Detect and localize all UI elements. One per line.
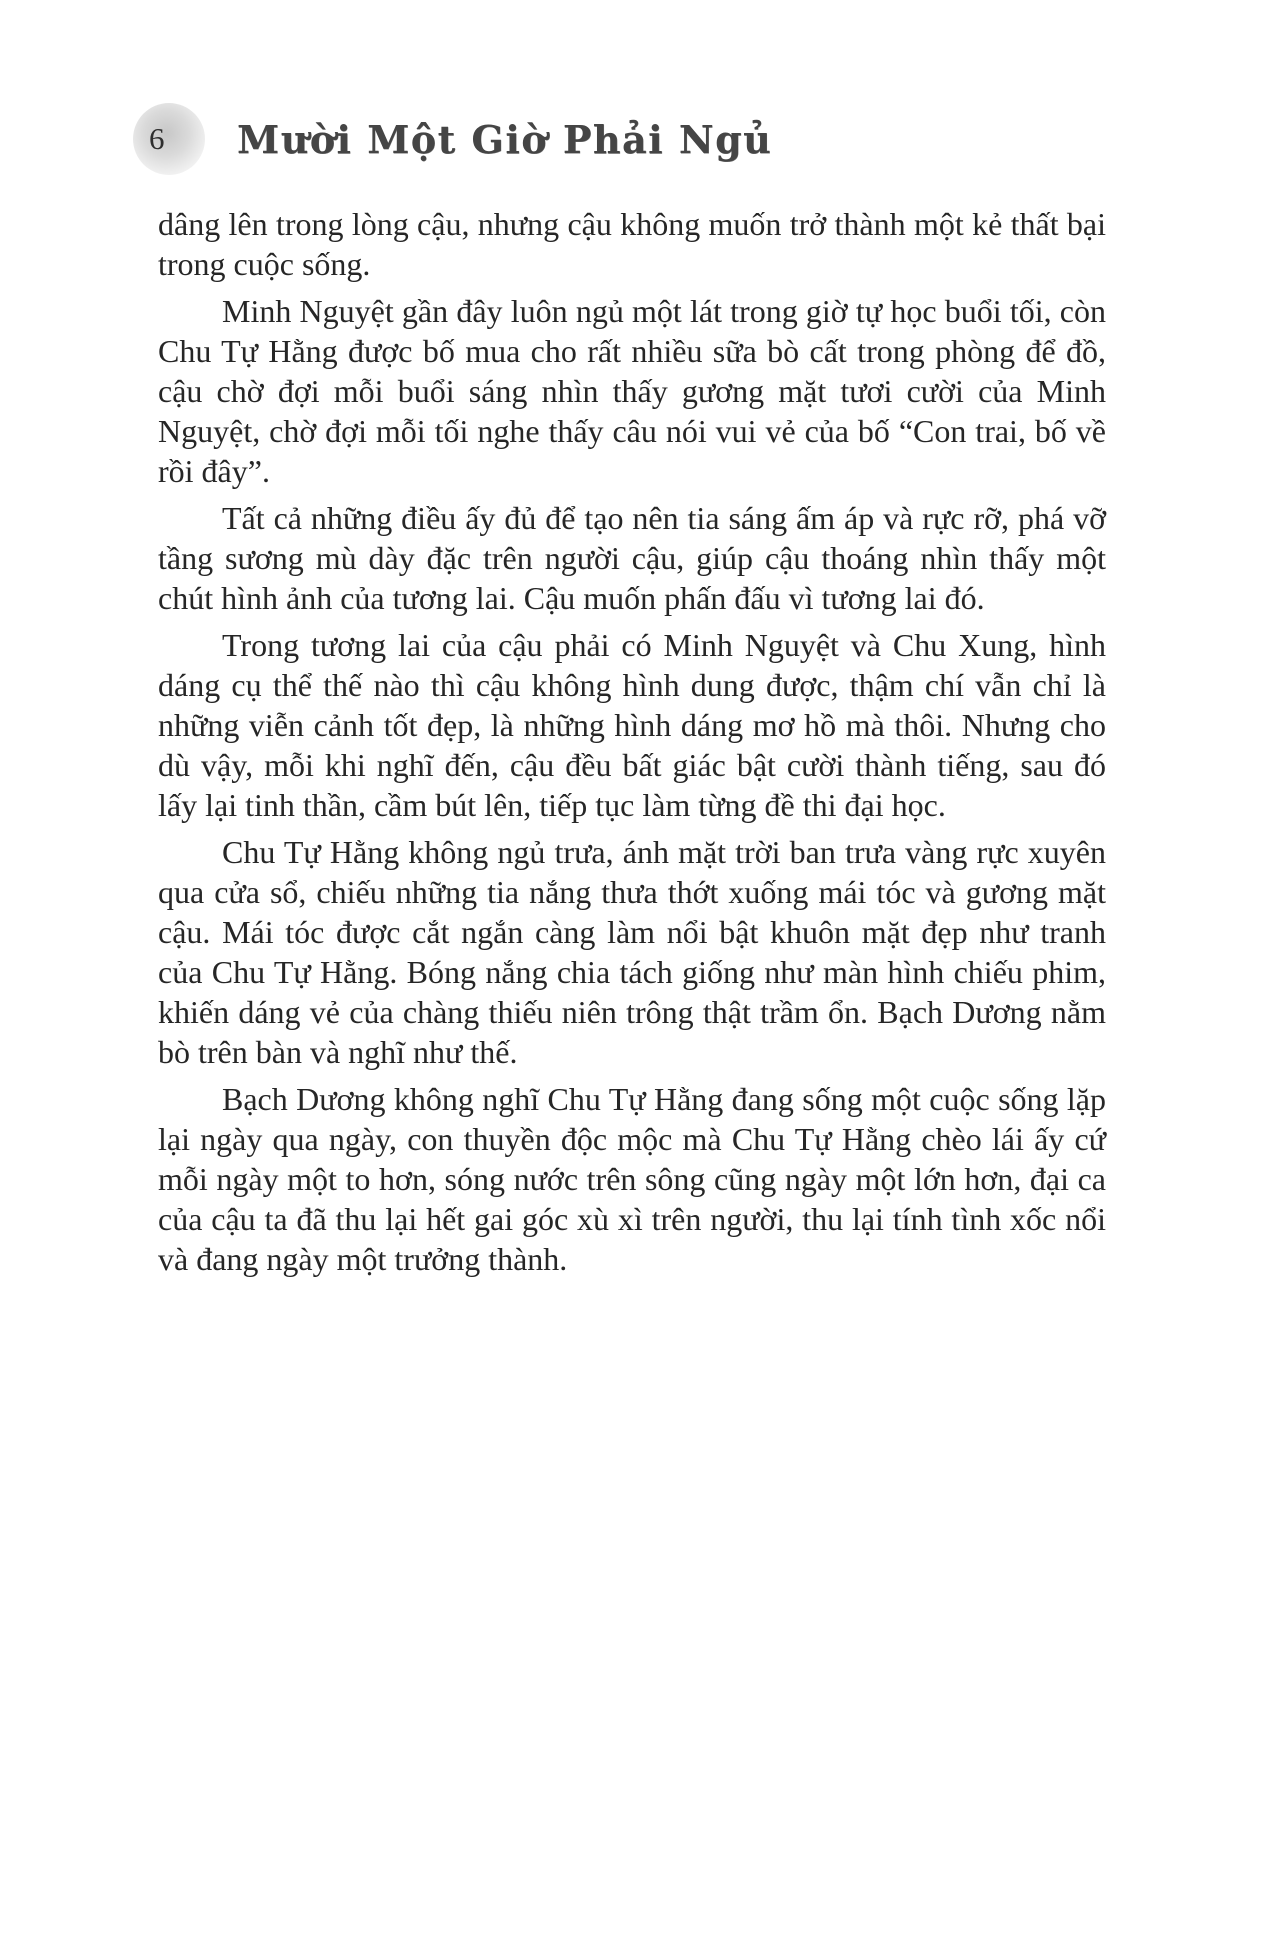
paragraph-4: Trong tương lai của cậu phải có Minh Nguyệt và Chu Xung, hình dáng cụ thể thế nào thì cậu không hình dung được, thậm chí vẫn chỉ là những viễn cảnh tốt đẹp, là những hình dáng mơ hồ mà thôi. Nhưng cho dù vậy, mỗi khi nghĩ đến, cậu đều bất giác bật cười thành tiếng, sau đó lấy lại tinh thần, cầm bút lên, tiếp tục làm từng đề thi đại học. bbox=[158, 627, 1106, 823]
page-body bbox=[158, 204, 1106, 1286]
paragraph-2: Minh Nguyệt gần đây luôn ngủ một lát trong giờ tự học buổi tối, còn Chu Tự Hằng được bố mua cho rất nhiều sữa bò cất trong phòng để đồ, cậu chờ đợi mỗi buổi sáng nhìn thấy gương mặt tươi cười của Minh Nguyệt, chờ đợi mỗi tối nghe thấy câu nói vui vẻ của bố “Con trai, bố về rồi đây”. bbox=[158, 293, 1106, 489]
moon-circle-icon bbox=[133, 103, 205, 175]
paragraph-1: dâng lên trong lòng cậu, nhưng cậu không muốn trở thành một kẻ thất bại trong cuộc sống. bbox=[158, 206, 1106, 282]
page-number: 6 bbox=[149, 121, 165, 156]
page-number-ornament bbox=[133, 103, 205, 175]
page-header bbox=[133, 103, 772, 175]
running-head-title: Mười Một Giờ Phải Ngủ bbox=[237, 116, 773, 162]
paragraph-6: Bạch Dương không nghĩ Chu Tự Hằng đang sống một cuộc sống lặp lại ngày qua ngày, con thuyền độc mộc mà Chu Tự Hằng chèo lái ấy cứ mỗi ngày một to hơn, sóng nước trên sông cũng ngày một lớn hơn, đại ca của cậu ta đã thu lại hết gai góc xù xì trên người, thu lại tính tình xốc nổi và đang ngày một trưởng thành. bbox=[158, 1081, 1106, 1277]
paragraph-3: Tất cả những điều ấy đủ để tạo nên tia sáng ấm áp và rực rỡ, phá vỡ tầng sương mù dày đặc trên người cậu, giúp cậu thoáng nhìn thấy một chút hình ảnh của tương lai. Cậu muốn phấn đấu vì tương lai đó. bbox=[158, 500, 1106, 616]
paragraph-5: Chu Tự Hằng không ngủ trưa, ánh mặt trời ban trưa vàng rực xuyên qua cửa sổ, chiếu những tia nắng thưa thớt xuống mái tóc và gương mặt cậu. Mái tóc được cắt ngắn càng làm nổi bật khuôn mặt đẹp như tranh của Chu Tự Hằng. Bóng nắng chia tách giống như màn hình chiếu phim, khiến dáng vẻ của chàng thiếu niên trông thật trầm ổn. Bạch Dương nằm bò trên bàn và nghĩ như thế. bbox=[158, 834, 1106, 1070]
